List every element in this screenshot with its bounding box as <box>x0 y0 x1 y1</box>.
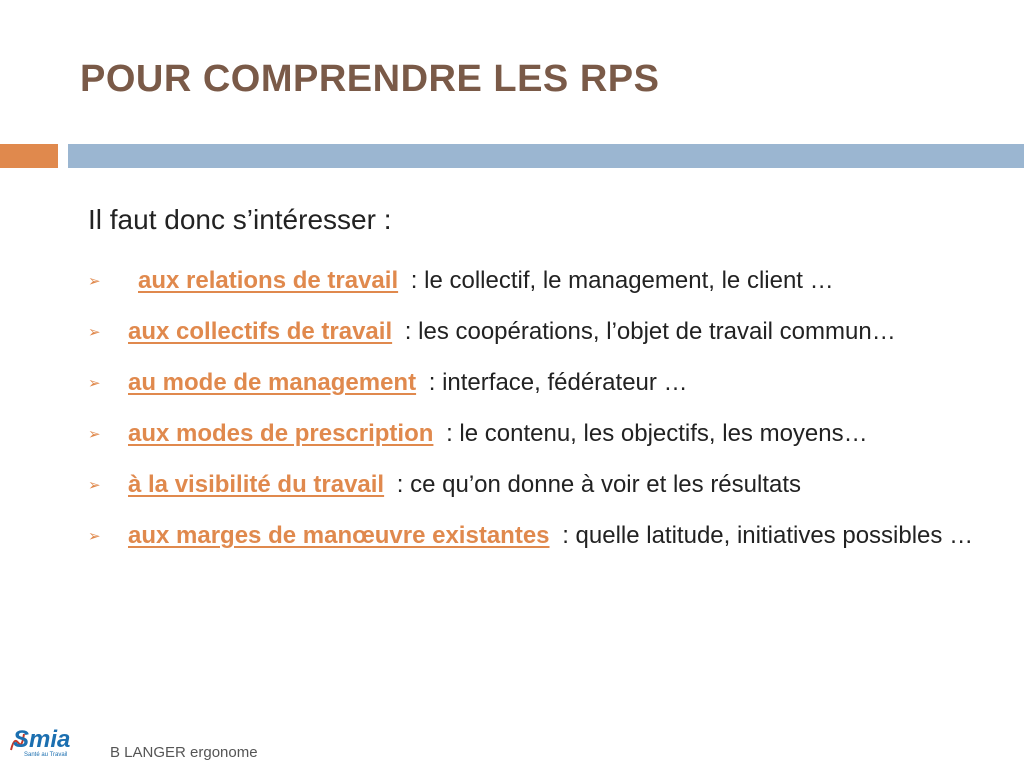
bullet-item <box>88 313 988 351</box>
topic-link[interactable]: au mode de management <box>128 369 417 396</box>
bullet-item <box>88 466 988 504</box>
bullet-list <box>88 262 988 568</box>
smia-logo <box>8 720 72 760</box>
bullet-description: : les coopérations, l’objet de travail commun… <box>404 318 896 345</box>
bullet-description: : le contenu, les objectifs, les moyens… <box>446 420 868 447</box>
bullet-item <box>88 364 988 402</box>
arrowhead-bullet-icon: ➢ <box>88 477 101 494</box>
arrowhead-bullet-icon: ➢ <box>88 528 101 545</box>
arrowhead-bullet-icon: ➢ <box>88 324 101 341</box>
blue-header-bar <box>68 144 1024 168</box>
arrowhead-bullet-icon: ➢ <box>88 273 101 290</box>
arrowhead-bullet-icon: ➢ <box>88 426 101 443</box>
logo-wordmark: Smia <box>13 726 71 753</box>
topic-link[interactable]: aux modes de prescription <box>128 420 434 447</box>
bullet-item <box>88 517 988 555</box>
topic-link[interactable]: aux marges de manœuvre existantes <box>128 522 550 549</box>
topic-link[interactable]: aux relations de travail <box>138 267 399 294</box>
bullet-description: : quelle latitude, initiatives possibles … <box>562 522 974 549</box>
intro-text: Il faut donc s’intéresser : <box>88 204 392 235</box>
bullet-description: : interface, fédérateur … <box>428 369 688 396</box>
bullet-item <box>88 262 988 300</box>
bullet-item <box>88 415 988 453</box>
bullet-description: : le collectif, le management, le client … <box>410 267 834 294</box>
orange-accent-bar <box>0 144 58 168</box>
footer-author: B LANGER ergonome <box>110 744 258 761</box>
logo-subtext: Santé au Travail <box>24 752 68 758</box>
topic-link[interactable]: aux collectifs de travail <box>128 318 393 345</box>
arrowhead-bullet-icon: ➢ <box>88 375 101 392</box>
topic-link[interactable]: à la visibilité du travail <box>128 471 385 498</box>
bullet-description: : ce qu’on donne à voir et les résultats <box>396 471 802 498</box>
slide-title: POUR COMPRENDRE LES RPS <box>80 58 660 100</box>
